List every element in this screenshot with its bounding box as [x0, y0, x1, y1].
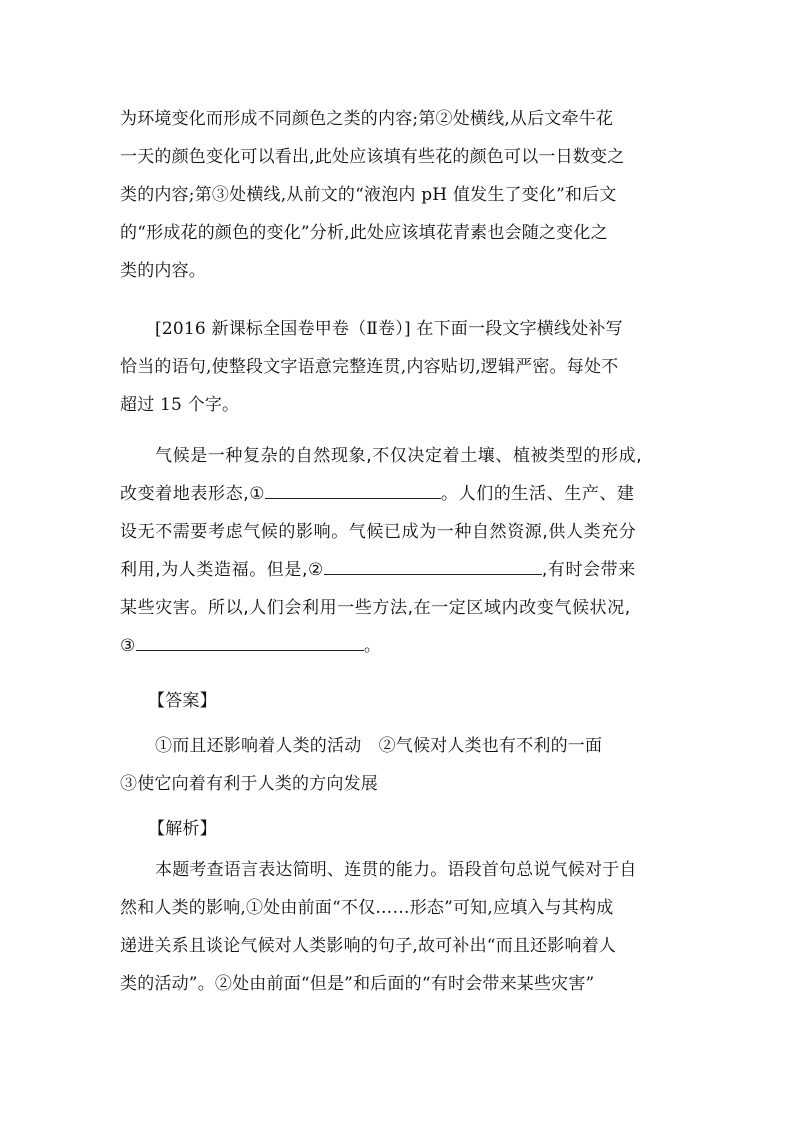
passage-line: 某些灾害。所以,人们会利用一些方法,在一定区域内改变气候状况, [120, 598, 631, 618]
passage-line [120, 558, 680, 582]
question-instruction: 恰当的语句,使整段文字语意完整连贯,内容贴切,逻辑严密。每处不 [120, 357, 619, 377]
answer-blank-3[interactable] [136, 634, 364, 651]
passage-text: 。人们的生活、生产、建 [441, 484, 635, 504]
passage-text: ③ [120, 636, 136, 656]
analysis-line: 递进关系且谈论气候对人类影响的句子,故可补出“而且还影响着人 [120, 936, 617, 956]
text-line: 的“形成花的颜色的变化”分析,此处应该填花青素也会随之变化之 [120, 223, 608, 243]
question-source: [2016 新课标全国卷甲卷（Ⅱ卷）] 在下面一段文字横线处补写 [155, 319, 623, 339]
text-line: 为环境变化而形成不同颜色之类的内容;第②处横线,从后文牵牛花 [120, 109, 614, 129]
passage-text: 改变着地表形态,① [120, 484, 266, 504]
passage-line [120, 634, 680, 658]
text-line: 一天的颜色变化可以看出,此处应该填有些花的颜色可以一日数变之 [120, 147, 625, 167]
text-line: 类的内容;第③处横线,从前文的“液泡内 pH 值发生了变化”和后文 [120, 185, 617, 205]
analysis-line: 本题考查语言表达简明、连贯的能力。语段首句总说气候对于自 [155, 860, 637, 880]
passage-line [120, 482, 680, 506]
passage-line: 气候是一种复杂的自然现象,不仅决定着土壤、植被类型的形成, [155, 446, 643, 466]
passage-line: 设无不需要考虑气候的影响。气候已成为一种自然资源,供人类充分 [120, 522, 637, 542]
answer-blank-1[interactable] [265, 482, 441, 499]
analysis-line: 然和人类的影响,①处由前面“不仅……形态”可知,应填入与其构成 [120, 898, 614, 918]
passage-text: ,有时会带来 [541, 560, 636, 580]
answer-line: ①而且还影响着人类的活动 ②气候对人类也有不利的一面 [155, 736, 603, 756]
text-line: 类的内容。 [120, 261, 206, 281]
passage-text: 利用,为人类造福。但是,② [120, 560, 324, 580]
answer-blank-2[interactable] [324, 558, 542, 575]
question-instruction: 超过 15 个字。 [120, 395, 240, 415]
answer-line: ③使它向着有利于人类的方向发展 [120, 774, 378, 794]
analysis-line: 类的活动”。②处由前面“但是”和后面的“有时会带来某些灾害” [120, 974, 595, 994]
analysis-heading: 【解析】 [148, 819, 217, 839]
answer-heading: 【答案】 [148, 691, 217, 711]
passage-text: 。 [363, 636, 382, 656]
